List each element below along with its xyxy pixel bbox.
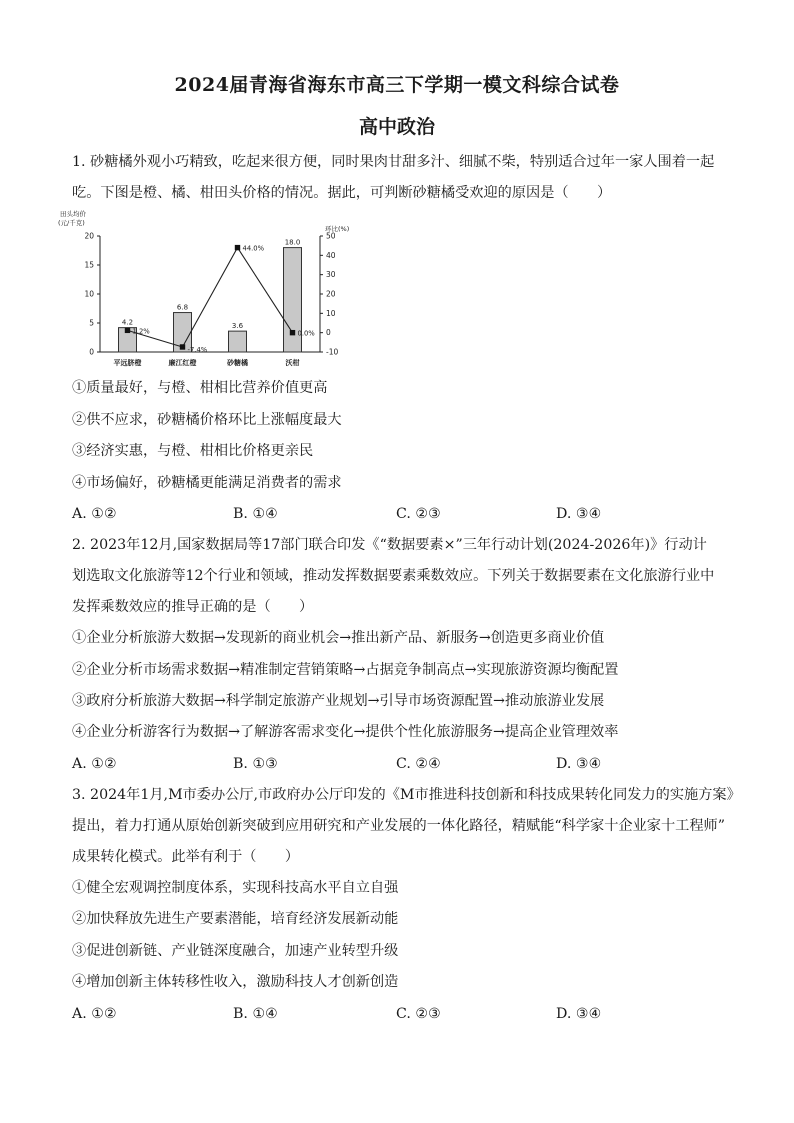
right-tick-label: 20 (326, 289, 336, 299)
q3-stem-line-1: 3. 2024年1月,M市委办公厅,市政府办公厅印发的《M市推进科技创新和科技成果转化同发力的实施方案》 (72, 787, 741, 803)
change-rate-label: 0.0% (297, 329, 315, 338)
bar-value-label: 4.2 (121, 318, 134, 327)
exam-subtitle: 高中政治 (358, 116, 435, 138)
q2-statement-4: ④企业分析游客行为数据→了解游客需求变化→提供个性化旅游服务→提高企业管理效率 (72, 724, 619, 740)
change-rate-label: 44.0% (242, 244, 265, 253)
left-axis-title-line-1: 田头均价 (60, 210, 86, 218)
right-tick-label: 10 (326, 308, 336, 318)
q2-option-b[interactable]: B. ①③ (233, 756, 278, 772)
q3-option-d[interactable]: D. ③④ (556, 1006, 602, 1022)
q3-statement-4: ④增加创新主体转移性收入，激励科技人才创新创造 (72, 974, 399, 990)
q1-option-c[interactable]: C. ②③ (396, 506, 441, 522)
change-rate-label: -7.4% (187, 345, 208, 354)
q1-option-b[interactable]: B. ①④ (233, 506, 278, 522)
change-rate-point (290, 330, 295, 335)
right-tick-label: 50 (326, 231, 336, 241)
change-rate-point (180, 344, 185, 349)
q3-option-a[interactable]: A. ①② (72, 1006, 117, 1022)
right-axis-title: 环比(%) (325, 225, 350, 233)
left-tick-label: 10 (84, 289, 94, 299)
price-chart (58, 208, 388, 376)
change-rate-point (125, 328, 130, 333)
q2-statement-2: ②企业分析市场需求数据→精准制定营销策略→占据竞争制高点→实现旅游资源均衡配置 (72, 662, 619, 678)
bar-value-label: 3.6 (231, 322, 244, 331)
q2-statement-3: ③政府分析旅游大数据→科学制定旅游产业规划→引导市场资源配置→推动旅游业发展 (72, 693, 605, 709)
q1-statement-2: ②供不应求，砂糖橘价格环比上涨幅度最大 (72, 412, 342, 428)
right-tick-label: -10 (326, 347, 339, 357)
left-tick-label: 15 (84, 260, 94, 270)
left-tick-label: 5 (89, 318, 94, 328)
q3-statement-2: ②加快释放先进生产要素潜能，培育经济发展新动能 (72, 911, 399, 927)
q3-statement-3: ③促进创新链、产业链深度融合，加速产业转型升级 (72, 943, 399, 959)
left-axis-title-line-2: (元/千克) (58, 219, 85, 227)
bar-value-label: 6.8 (176, 303, 189, 312)
q1-statement-3: ③经济实惠，与橙、柑相比价格更亲民 (72, 443, 314, 459)
exam-title: 2024届青海省海东市高三下学期一模文科综合试卷 (174, 74, 620, 96)
q1-statement-4: ④市场偏好，砂糖橘更能满足消费者的需求 (72, 475, 342, 491)
q2-option-d[interactable]: D. ③④ (556, 756, 602, 772)
left-tick-label: 20 (84, 231, 94, 241)
q3-option-c[interactable]: C. ②③ (396, 1006, 441, 1022)
q2-stem-line-3: 发挥乘数效应的推导正确的是（ ） (72, 599, 314, 615)
right-tick-label: 0 (326, 328, 331, 338)
category-label: 平远脐橙 (113, 359, 142, 367)
change-rate-line (128, 248, 293, 347)
q3-option-b[interactable]: B. ①④ (233, 1006, 278, 1022)
change-rate-point (235, 245, 240, 250)
q3-statement-1: ①健全宏观调控制度体系，实现科技高水平自立自强 (72, 880, 399, 896)
right-tick-label: 40 (326, 250, 336, 260)
left-tick-label: 0 (89, 347, 94, 357)
category-label: 廉江红橙 (168, 359, 197, 367)
q2-stem-line-1: 2. 2023年12月,国家数据局等17部门联合印发《“数据要素×”三年行动计划(2024-2026年)》行动计 (72, 537, 707, 553)
q3-stem-line-3: 成果转化模式。此举有利于（ ） (72, 849, 300, 865)
q1-stem-line-2: 吃。下图是橙、橘、柑田头价格的情况。据此，可判断砂糖橘受欢迎的原因是（ ） (72, 185, 612, 201)
q2-option-c[interactable]: C. ②④ (396, 756, 441, 772)
q1-statement-1: ①质量最好，与橙、柑相比营养价值更高 (72, 380, 328, 396)
right-tick-label: 30 (326, 270, 336, 280)
bar-value-label: 18.0 (284, 238, 301, 247)
q2-stem-line-2: 划选取文化旅游等12个行业和领域，推动发挥数据要素乘数效应。下列关于数据要素在文化旅游行业中 (72, 568, 715, 584)
q2-statement-1: ①企业分析旅游大数据→发现新的商业机会→推出新产品、新服务→创造更多商业价值 (72, 630, 605, 646)
change-rate-label: 1.2% (132, 327, 150, 336)
q1-stem-line-1: 1. 砂糖橘外观小巧精致，吃起来很方便，同时果肉甘甜多汁、细腻不柴，特别适合过年一家人围着一起 (72, 154, 715, 170)
price-bar (229, 331, 247, 352)
q2-option-a[interactable]: A. ①② (72, 756, 117, 772)
q1-option-a[interactable]: A. ①② (72, 506, 117, 522)
q1-option-d[interactable]: D. ③④ (556, 506, 602, 522)
category-label: 砂糖橘 (227, 359, 248, 367)
q3-stem-line-2: 提出，着力打通从原始创新突破到应用研究和产业发展的一体化路径，精赋能“科学家十企业家十工程师” (72, 818, 725, 834)
category-label: 沃柑 (285, 359, 300, 367)
